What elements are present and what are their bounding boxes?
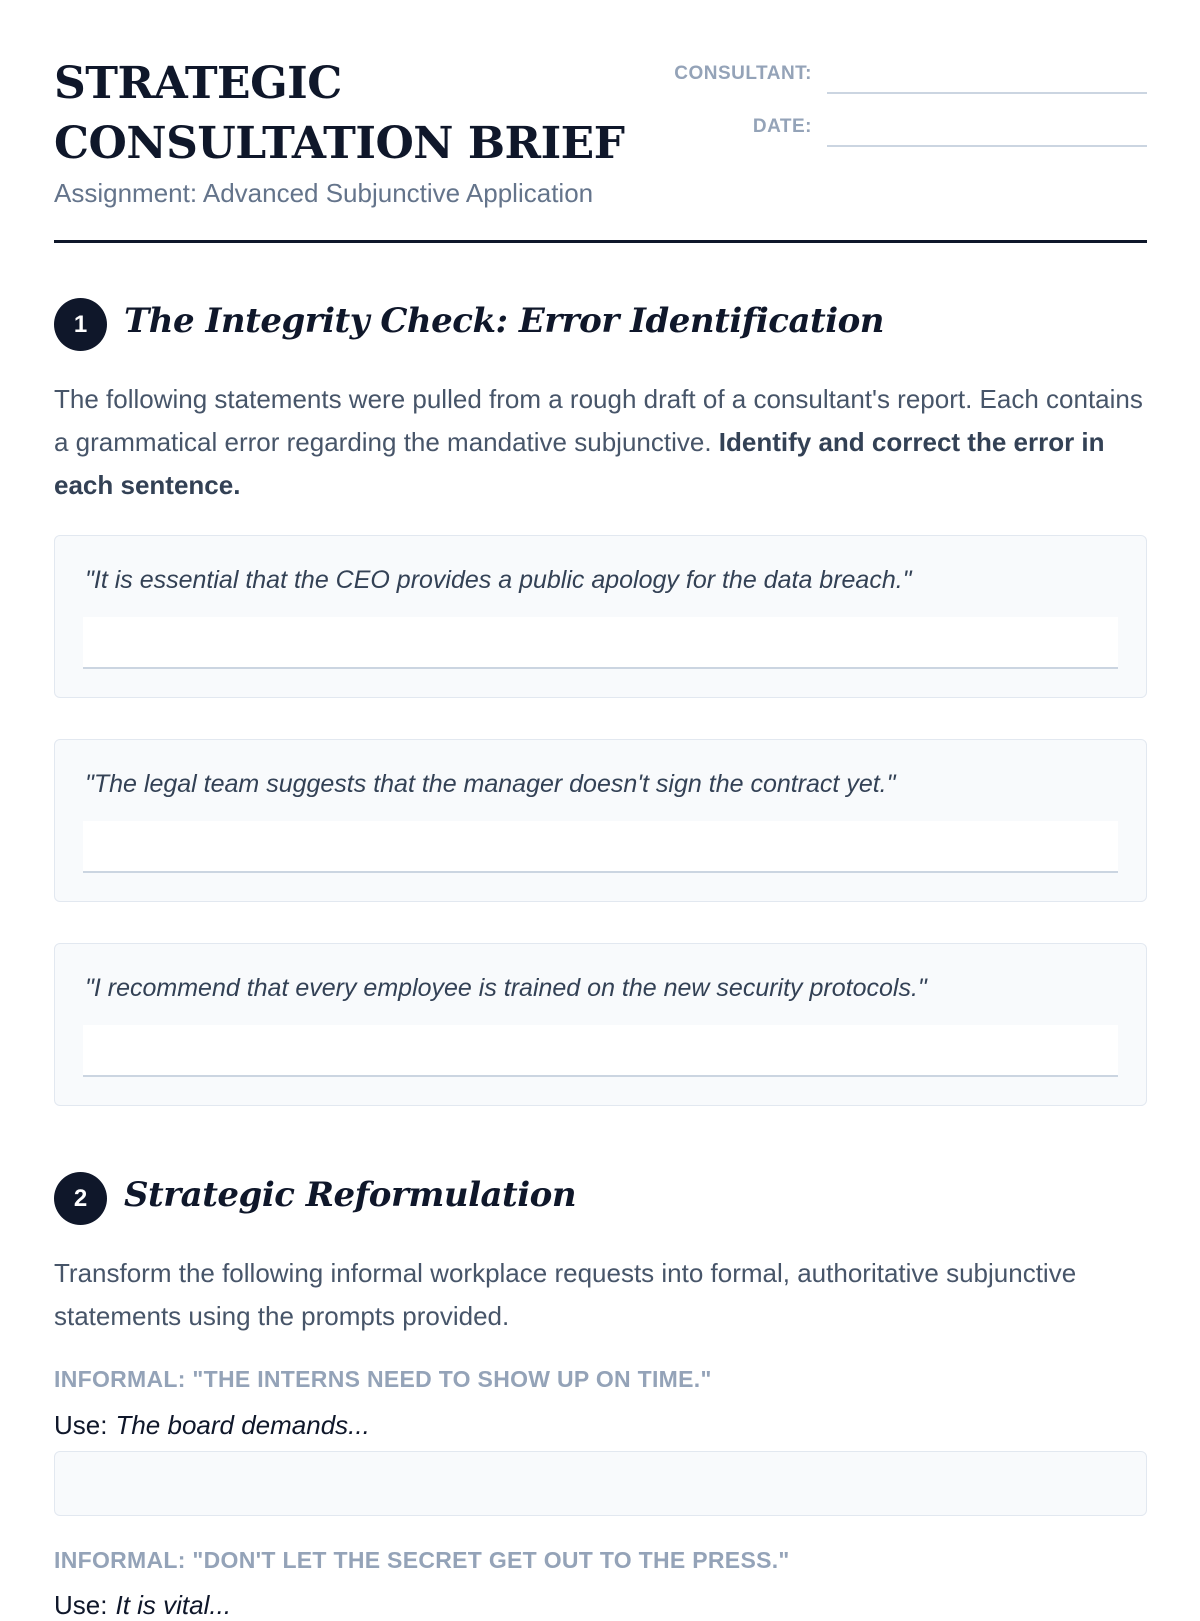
- section-2-instructions: Transform the following informal workplace requests into formal, authoritative subjunctive statements using the prompts provided.: [54, 1258, 1077, 1331]
- page-title: [54, 54, 654, 174]
- use-prompt-1: [54, 1410, 370, 1441]
- section-1-number-badge: 1: [54, 298, 107, 351]
- consultant-row: [647, 58, 1147, 111]
- date-field[interactable]: [827, 145, 1147, 147]
- reformulation-input-1[interactable]: [54, 1451, 1147, 1516]
- date-row: [647, 111, 1147, 164]
- consultant-label: CONSULTANT:: [674, 63, 812, 84]
- error-item-2: [54, 739, 1147, 902]
- use-label-2: Use:: [54, 1590, 108, 1620]
- date-label: DATE:: [752, 116, 812, 137]
- use-prompt-2: [54, 1590, 231, 1621]
- section-2-heading: [54, 1172, 1147, 1226]
- error-item-3: [54, 943, 1147, 1106]
- error-sentence-1: "It is essential that the CEO provides a public apology for the data breach.": [85, 566, 912, 594]
- error-sentence-3: "I recommend that every employee is trained on the new security protocols.": [85, 974, 927, 1002]
- title-line-2: CONSULTATION BRIEF: [54, 118, 625, 169]
- use-label-1: Use:: [54, 1410, 108, 1440]
- section-1-instructions-emphasis: Identify and correct the error in each sentence.: [54, 427, 1105, 500]
- section-1-heading: [54, 298, 1147, 352]
- prompt-text-2: It is vital...: [115, 1590, 232, 1620]
- section-2-number-badge: 2: [54, 1172, 107, 1225]
- brief-header: [54, 0, 1147, 243]
- consultant-field[interactable]: [827, 92, 1147, 94]
- section-1-instructions-text: The following statements were pulled from a rough draft of a consultant's report. Each contains a grammatical error regarding the mandative subjunctive.: [54, 384, 1143, 457]
- error-sentence-2: "The legal team suggests that the manager doesn't sign the contract yet.": [85, 770, 896, 798]
- correction-input-3[interactable]: [83, 1025, 1118, 1077]
- section-1-instructions: [54, 378, 1147, 507]
- informal-request-2: INFORMAL: "DON'T LET THE SECRET GET OUT TO THE PRESS.": [54, 1547, 790, 1573]
- prompt-text-1: The board demands...: [115, 1410, 370, 1440]
- section-1-title: The Integrity Check: Error Identification: [124, 301, 885, 341]
- worksheet-page: [54, 0, 1147, 1620]
- header-meta-fields: [647, 58, 1147, 164]
- title-line-1: STRATEGIC: [54, 58, 342, 109]
- informal-request-1: INFORMAL: "THE INTERNS NEED TO SHOW UP ON TIME.": [54, 1366, 712, 1392]
- assignment-subtitle: Assignment: Advanced Subjunctive Application: [54, 178, 594, 208]
- section-2-title: Strategic Reformulation: [124, 1175, 577, 1215]
- correction-input-2[interactable]: [83, 821, 1118, 873]
- error-item-1: [54, 535, 1147, 698]
- correction-input-1[interactable]: [83, 617, 1118, 669]
